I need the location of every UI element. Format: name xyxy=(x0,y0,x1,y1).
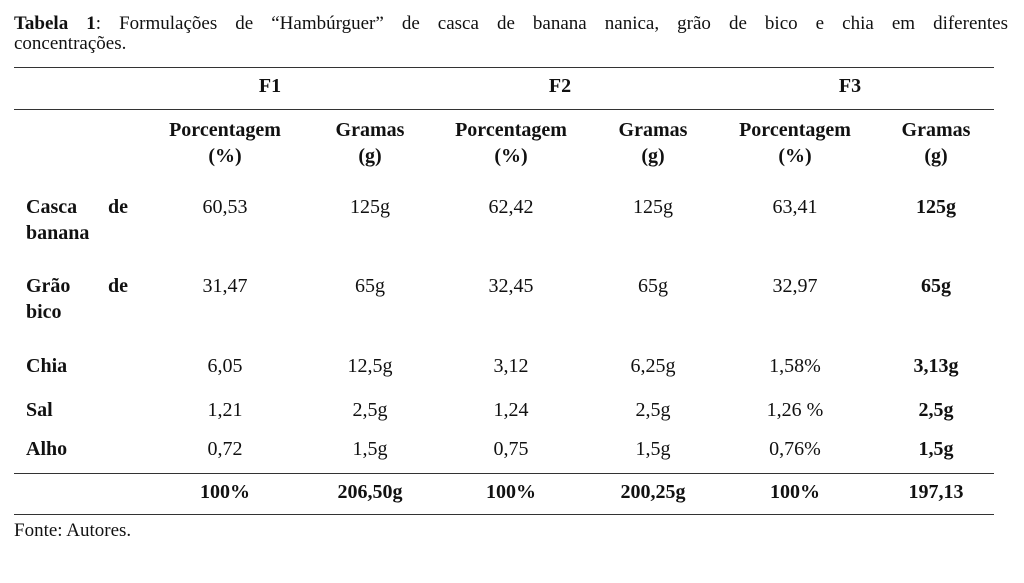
table-cell: 6,25g xyxy=(630,355,676,377)
table-cell: 125g xyxy=(633,196,673,218)
table-cell: 65g xyxy=(638,275,668,297)
subheader-grams-f3: Gramas (g) xyxy=(901,119,971,167)
totals-rule xyxy=(14,473,994,474)
table-cell: 65g xyxy=(355,275,385,297)
total-cell: 206,50g xyxy=(337,481,403,503)
subheader-grams-f2: Gramas (g) xyxy=(618,119,688,167)
row-label-grao-de-bico: Grão de bico xyxy=(26,275,128,323)
group-header-f3: F3 xyxy=(838,75,862,97)
table-cell: 6,05 xyxy=(207,355,243,377)
table-caption xyxy=(14,14,1008,54)
table-cell: 1,5g xyxy=(352,438,388,460)
table-cell: 32,97 xyxy=(772,275,818,297)
table-cell: 125g xyxy=(350,196,390,218)
table-top-rule xyxy=(14,67,994,68)
total-cell: 200,25g xyxy=(620,481,686,503)
caption-text: : Formulações de “Hambúrguer” de casca de banana nanica, grão de bico e chia em diferentes xyxy=(95,13,1008,34)
table-bottom-rule xyxy=(14,514,994,515)
total-cell: 100% xyxy=(770,481,820,503)
table-cell: 2,5g xyxy=(352,399,388,421)
group-header-f2: F2 xyxy=(548,75,572,97)
table-cell: 125g xyxy=(916,196,956,218)
total-cell: 100% xyxy=(200,481,250,503)
table-cell: 2,5g xyxy=(635,399,671,421)
subheader-percent-f2: Porcentagem (%) xyxy=(455,119,567,167)
table-cell: 0,72 xyxy=(207,438,243,460)
table-cell: 32,45 xyxy=(488,275,534,297)
table-cell: 1,5g xyxy=(635,438,671,460)
table-cell: 3,12 xyxy=(493,355,529,377)
table-cell: 62,42 xyxy=(488,196,534,218)
subheader-grams-f1: Gramas (g) xyxy=(335,119,405,167)
row-label-chia: Chia xyxy=(26,355,68,377)
table-source-note: Fonte: Autores. xyxy=(14,520,132,541)
row-label-alho: Alho xyxy=(26,438,68,460)
table-cell: 2,5g xyxy=(918,399,954,421)
table-cell: 3,13g xyxy=(913,355,959,377)
row-label-casca-de-banana: Casca de banana xyxy=(26,196,128,244)
table-cell: 1,24 xyxy=(493,399,529,421)
subheader-percent-f1: Porcentagem (%) xyxy=(169,119,281,167)
table-cell: 60,53 xyxy=(202,196,248,218)
table-cell: 0,76% xyxy=(769,438,821,460)
caption-text-continued: concentrações. xyxy=(14,33,127,54)
table-cell: 1,58% xyxy=(769,355,821,377)
table-cell: 1,21 xyxy=(207,399,243,421)
total-cell: 197,13 xyxy=(908,481,964,503)
subheader-percent-f3: Porcentagem (%) xyxy=(739,119,851,167)
table-cell: 12,5g xyxy=(347,355,393,377)
table-cell: 31,47 xyxy=(202,275,248,297)
table-cell: 1,5g xyxy=(918,438,954,460)
table-cell: 65g xyxy=(921,275,951,297)
table-cell: 1,26 % xyxy=(766,399,824,421)
total-cell: 100% xyxy=(486,481,536,503)
table-cell: 0,75 xyxy=(493,438,529,460)
group-header-f1: F1 xyxy=(258,75,282,97)
caption-label: Tabela 1 xyxy=(14,13,96,34)
table-cell: 63,41 xyxy=(772,196,818,218)
group-header-rule xyxy=(14,109,994,110)
row-label-sal: Sal xyxy=(26,399,53,421)
